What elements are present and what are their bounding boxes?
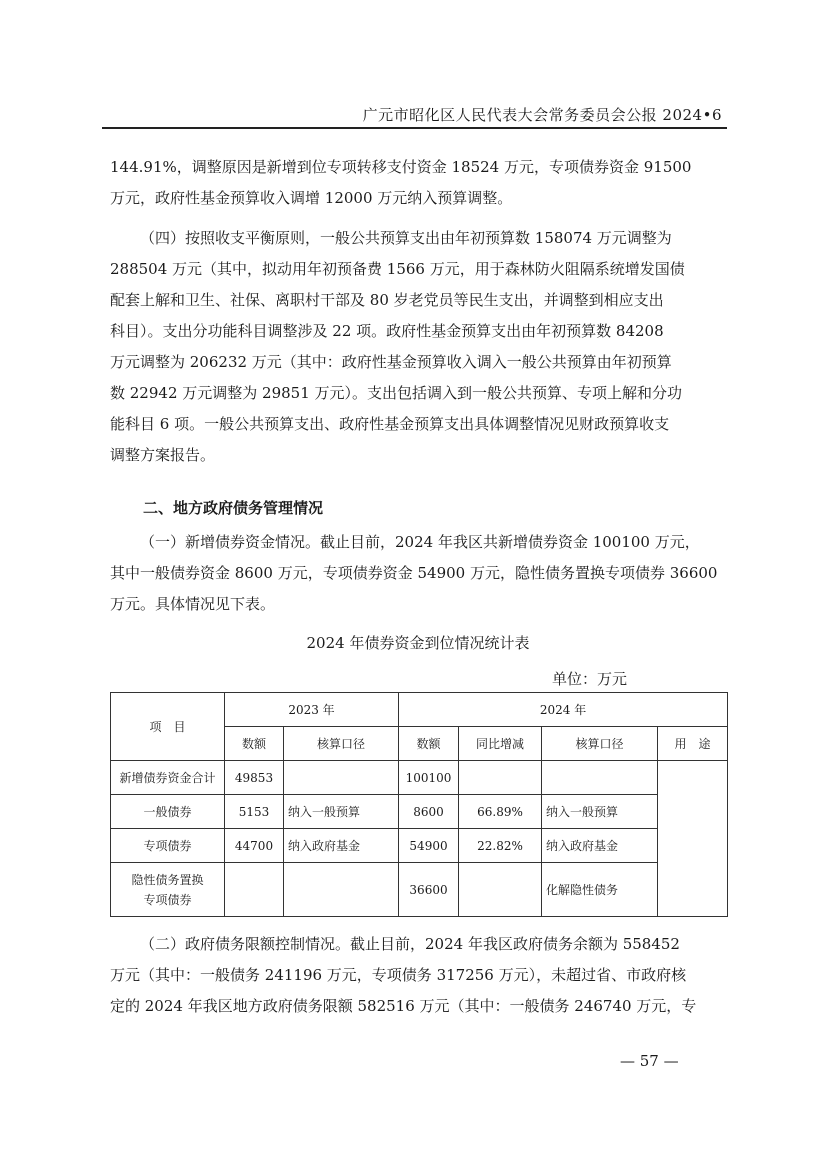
table-header-row [111,693,728,727]
header-amount-2023: 数额 [225,727,284,761]
cell-amount-2023: 5153 [225,795,284,829]
text-line: （四）按照收支平衡原则，一般公共预算支出由年初预算数 158074 万元调整为 [140,229,672,247]
cell-basis-2023 [284,761,399,795]
text-line: 288504 万元（其中，拟动用年初预备费 1566 万元，用于森林防火阻隔系统增发国债 [110,260,685,278]
cell-yoy: 66.89% [459,795,542,829]
paragraph-debt-limit [110,929,726,1022]
header-year-2024: 2024 年 [399,693,728,727]
cell-yoy [459,863,542,917]
text-line: （二）政府债务限额控制情况。截止目前，2024 年我区政府债务余额为 558452 [140,935,680,953]
cell-basis-2023: 纳入一般预算 [284,795,399,829]
text-line: （一）新增债券资金情况。截止目前，2024 年我区共新增债券资金 100100 万元， [140,533,700,551]
text-line: 配套上解和卫生、社保、离职村干部及 80 岁老党员等民生支出，并调整到相应支出 [110,291,664,309]
bond-funds-table [110,692,728,917]
table-row [111,863,728,917]
text-line: 144.91%，调整原因是新增到位专项转移支付资金 18524 万元，专项债券资金 91500 [110,158,692,176]
cell-basis-2023: 纳入政府基金 [284,829,399,863]
table-title: 2024 年债券资金到位情况统计表 [306,634,530,652]
running-header: 广元市昭化区人民代表大会常务委员会公报 2024•6 [362,106,722,124]
cell-amount-2024: 100100 [399,761,459,795]
text-line: 其中一般债券资金 8600 万元，专项债券资金 54900 万元，隐性债务置换专项债券 36600 [110,564,718,582]
paragraph-continuation [110,152,726,214]
row-item: 新增债券资金合计 [111,761,225,795]
header-basis-2024: 核算口径 [542,727,658,761]
cell-amount-2024: 36600 [399,863,459,917]
cell-basis-2024 [542,761,658,795]
table-row [111,795,728,829]
section-heading: 二、地方政府债务管理情况 [143,499,324,517]
text-line: 定的 2024 年我区地方政府债务限额 582516 万元（其中：一般债务 246740 万元，专 [110,997,697,1015]
row-item-line: 专项债券 [143,892,192,907]
cell-amount-2023: 44700 [225,829,284,863]
header-amount-2024: 数额 [399,727,459,761]
row-item: 一般债券 [111,795,225,829]
page-number: — 57 — [620,1052,679,1070]
cell-amount-2023: 49853 [225,761,284,795]
cell-use [658,761,728,917]
paragraph-expenditure-adjustment [110,223,726,471]
cell-amount-2023 [225,863,284,917]
cell-amount-2024: 54900 [399,829,459,863]
cell-basis-2024: 化解隐性债务 [542,863,658,917]
row-item-line: 隐性债务置换 [131,872,204,887]
header-year-2023: 2023 年 [225,693,399,727]
paragraph-new-bonds [110,527,726,620]
text-line: 万元调整为 206232 万元（其中：政府性基金预算收入调入一般公共预算由年初预算 [110,353,672,371]
cell-amount-2024: 8600 [399,795,459,829]
text-line: 万元。具体情况见下表。 [110,595,276,613]
cell-basis-2023 [284,863,399,917]
cell-basis-2024: 纳入一般预算 [542,795,658,829]
header-rule [102,127,727,129]
header-basis-2023: 核算口径 [284,727,399,761]
header-item: 项 目 [111,693,225,761]
table-row [111,761,728,795]
row-item: 专项债券 [111,829,225,863]
header-yoy: 同比增减 [459,727,542,761]
text-line: 数 22942 万元调整为 29851 万元）。支出包括调入到一般公共预算、专项上解和分功 [110,384,683,402]
row-item [111,863,225,917]
unit-label: 单位：万元 [552,670,628,688]
cell-basis-2024: 纳入政府基金 [542,829,658,863]
cell-yoy [459,761,542,795]
cell-yoy: 22.82% [459,829,542,863]
table-row [111,829,728,863]
text-line: 调整方案报告。 [110,446,216,464]
text-line: 科目）。支出分功能科目调整涉及 22 项。政府性基金预算支出由年初预算数 84208 [110,322,664,340]
header-use: 用 途 [658,727,728,761]
text-line: 万元（其中：一般债务 241196 万元，专项债务 317256 万元），未超过省、市政府核 [110,966,687,984]
text-line: 万元，政府性基金预算收入调增 12000 万元纳入预算调整。 [110,189,513,207]
text-line: 能科目 6 项。一般公共预算支出、政府性基金预算支出具体调整情况见财政预算收支 [110,415,670,433]
